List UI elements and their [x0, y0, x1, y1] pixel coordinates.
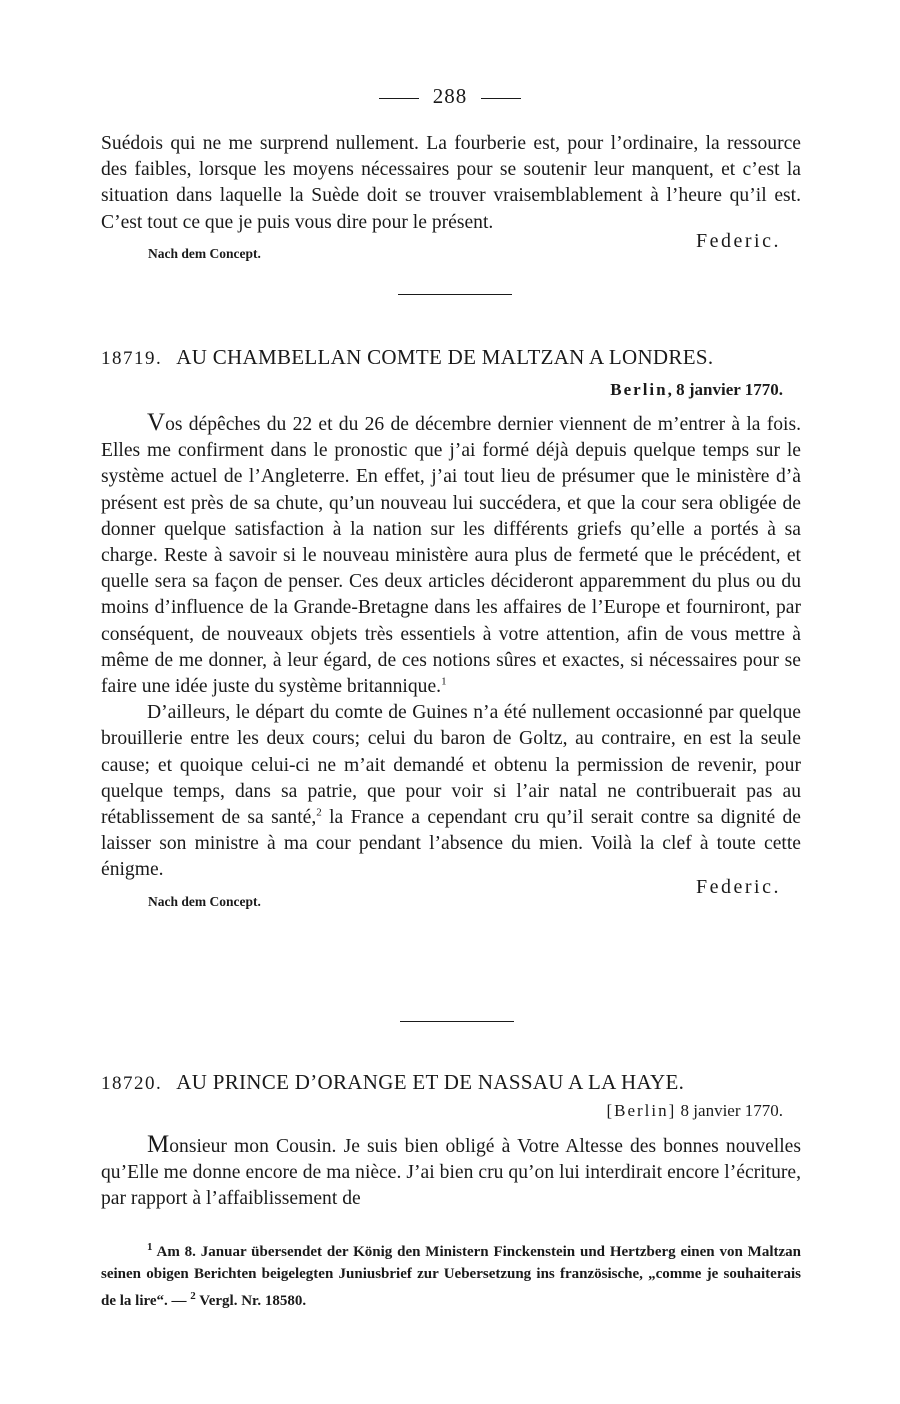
letter-18720-number: 18720.	[101, 1073, 163, 1094]
header-dash-right	[481, 98, 521, 99]
letter-18719-number: 18719.	[101, 348, 163, 369]
letter-18719-initial: V	[147, 409, 166, 436]
footnote-1-mark: 1	[147, 1241, 153, 1253]
letter-18720-title-line	[101, 1070, 803, 1095]
page-number: 288	[432, 84, 468, 108]
continuation-paragraph: Suédois qui ne me surprend nullement. La fourberie est, pour l’ordinaire, la ressource des faibles, lorsque les moyens nécessaires pour se soutenir leur manquent, et c’est la situation dans laquelle la Suède doit se trouver vraisemblablement à l’heure qu’il est. C’est tout ce que je puis vous dire pour le présent.	[101, 133, 801, 233]
footnote-2-mark: 2	[190, 1290, 196, 1302]
footnote-ref-2: 2	[316, 806, 322, 819]
letter-18719-source: Nach dem Concept.	[148, 893, 261, 909]
letter-18719-title-line	[101, 345, 803, 370]
footnote-ref-1: 1	[441, 675, 447, 688]
letter-18719-title: AU CHAMBELLAN COMTE DE MALTZAN A LONDRES.	[176, 345, 714, 369]
letter-18720-body	[101, 1132, 801, 1213]
page-header	[0, 84, 900, 109]
letter-18720-paragraph-1	[101, 1132, 801, 1213]
footnotes	[101, 1236, 801, 1312]
section-divider-2	[400, 1021, 514, 1022]
footnote-1-text: Am 8. Januar übersendet der König den Ministern Finckenstein und Hertzberg einen von Maltzan seinen obigen Berichten beigelegten Juniusbrief zur Uebersetzung ins französische, „comme je souhaiterais de la lire“. —	[101, 1244, 801, 1309]
letter-18719-p1-text: os dépêches du 22 et du 26 de décembre dernier viennent de m’entrer à la fois. Elles me confirment dans le pronostic que j’ai formé déjà depuis quelque temps sur le système actuel de l’Angleterre. En effet, j’ai tout lieu de présumer que le ministère d’à présent est près de sa chute, qu’un nouveau lui succédera, et que la cour sera obligée de donner quelque satisfaction à la nation sur les différents griefs qu’elle a portés à sa charge. Reste à savoir si le nouveau ministère aura plus de fermeté que le précédent, et quelle sera sa façon de penser. Ces deux articles décideront apparemment du plus ou du moins d’influence de la Grande-Bretagne dans les affaires de l’Europe et fourniront, par conséquent, de nouveaux objets très essentiels à votre attention, afin de vous mettre à même de me donner, à leur égard, de ces notions sûres et exactes, si nécessaires pour se faire une idée juste du système britannique.	[101, 414, 801, 698]
letter-18719-dateline	[610, 380, 783, 400]
section-divider-1	[398, 294, 512, 295]
letter-18719-paragraph-2	[101, 700, 801, 883]
header-dash-left	[379, 98, 419, 99]
letter-18719-date: , 8 janvier 1770.	[667, 380, 783, 399]
letter-18720-dateline	[606, 1101, 783, 1121]
letter-18719-body	[101, 410, 801, 910]
letter-18720-p1-text: onsieur mon Cousin. Je suis bien obligé à Votre Altesse des bonnes nouvelles qu’Elle me donne encore de ma nièce. J’ai bien cru qu’on lui interdirait encore l’écriture, par rapport à l’affaiblissement de	[101, 1136, 801, 1210]
letter-18719-place: Berlin	[610, 380, 668, 399]
continuation-signature: Federic.	[696, 229, 781, 252]
letter-18720-initial: M	[147, 1131, 170, 1158]
letter-18720-place: [Berlin]	[606, 1101, 677, 1120]
letter-18719-signature: Federic.	[696, 875, 781, 898]
continuation-block	[101, 131, 801, 262]
continuation-source: Nach dem Concept.	[148, 245, 261, 261]
letter-18720-date: 8 janvier 1770.	[676, 1101, 783, 1120]
footnote-2-text: Vergl. Nr. 18580.	[195, 1293, 307, 1309]
letter-18719-p2b-text: la France a cependant cru qu’il serait contre sa dignité de laisser son ministre à ma cour pendant l’absence du mien. Voilà la clef à toute cette énigme.	[101, 807, 801, 881]
letter-18719-paragraph-1	[101, 410, 801, 700]
letter-18720-title: AU PRINCE D’ORANGE ET DE NASSAU A LA HAYE.	[176, 1070, 685, 1094]
letter-18719-p2a-text: D’ailleurs, le départ du comte de Guines n’a été nullement occasionné par quelque brouillerie entre les deux cours; celui du baron de Goltz, au contraire, en est la seule cause; et quoique celui-ci ne m’ait demandé et obtenu la permission de revenir, pour quelque temps, dans sa patrie, que pour voir si l’air natal ne contribuerait pas au rétablissement de sa santé,	[101, 702, 801, 829]
